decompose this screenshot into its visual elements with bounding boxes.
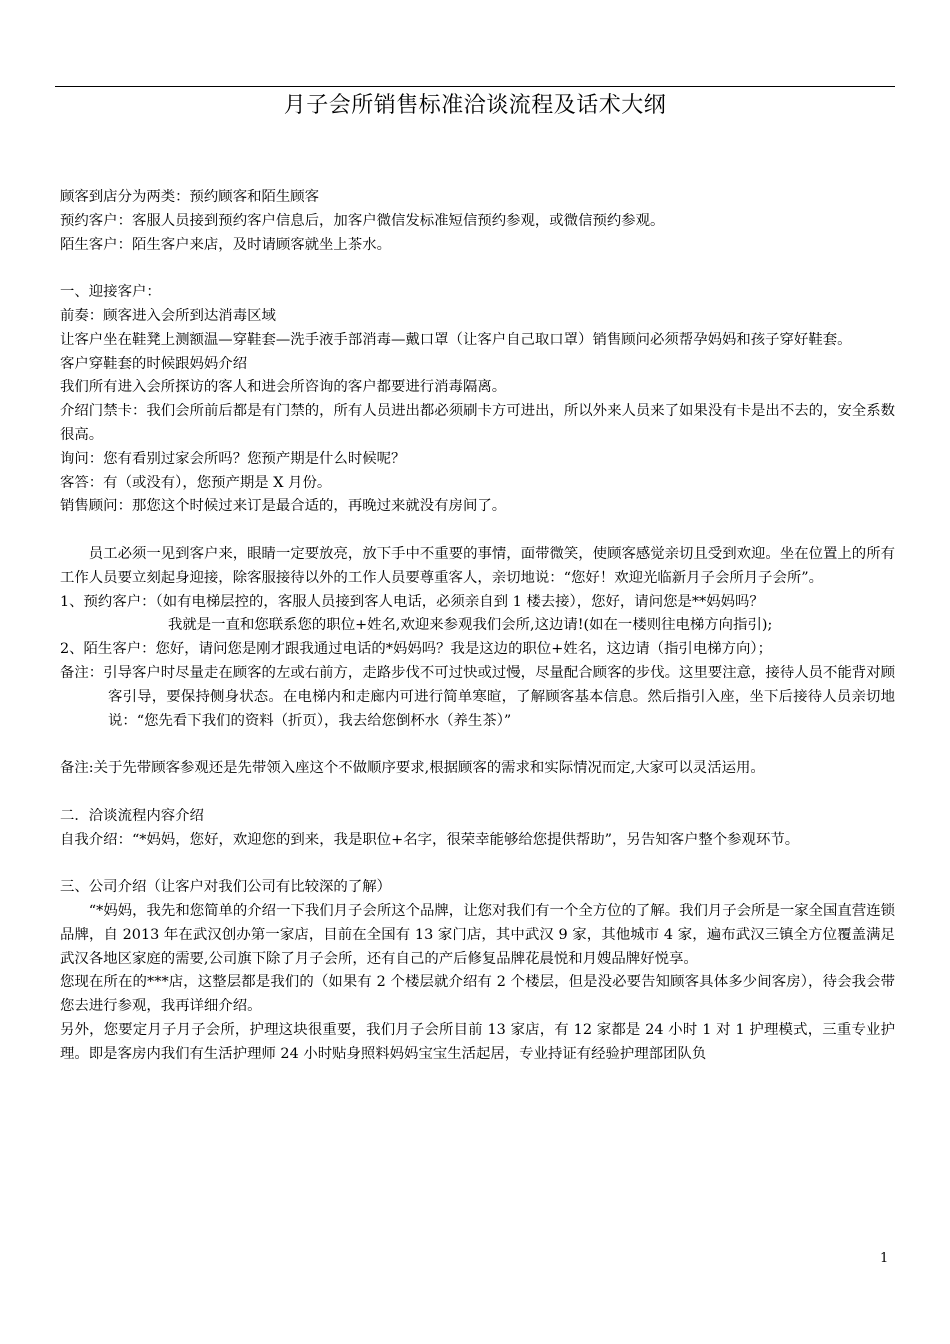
spacer xyxy=(60,733,895,757)
section2-heading: 二．洽谈流程内容介绍 xyxy=(60,807,204,824)
staff-paragraph: 员工必须一见到客户来，眼睛一定要放亮，放下手中不重要的事情，面带微笑，使顾客感觉亲切且受到欢迎。坐在位置上的所有工作人员要立刻起身迎接，除客服接待以外的工作人员要尊重客人，亲切地说：“您好！欢迎光临新月子会所月子会所”。 xyxy=(60,545,895,586)
care-intro-paragraph: 另外，您要定月子月子会所，护理这块很重要，我们月子会所目前 13 家店，有 12 家都是 24 小时 1 对 1 护理模式，三重专业护理。即是客房内我们有生活护理师 24 小时贴身照料妈妈宝宝生活起居，专业持证有经验护理部团队负 xyxy=(60,1021,895,1062)
document-title: 月子会所销售标准洽谈流程及话术大纲 xyxy=(283,93,667,118)
spacer xyxy=(60,257,895,281)
order-note: 备注:关于先带顾客参观还是先带领入座这个不做顺序要求,根据顾客的需求和实际情况而定,大家可以灵活运用。 xyxy=(60,760,765,777)
reserved-customer-subline: 我就是一直和您联系您的职位+姓名,欢迎来参观我们会所,这边请!(如在一楼则往电梯方向指引); xyxy=(168,617,773,634)
section1-line: 销售顾问：那您这个时候过来订是最合适的，再晚过来就没有房间了。 xyxy=(60,498,507,515)
reserved-customer-line: 1、预约客户：（如有电梯层控的，客服人员接到客人电话，必须亲自到 1 楼去接），您好，请问您是**妈妈吗？ xyxy=(60,593,764,610)
intro-line: 预约客户：客服人员接到预约客户信息后，加客户微信发标准短信预约参观，或微信预约参观。 xyxy=(60,212,665,229)
document-body xyxy=(60,186,895,1066)
self-intro: 自我介绍：“*妈妈，您好，欢迎您的到来，我是职位+名字，很荣幸能够给您提供帮助”，另告知客户整个参观环节。 xyxy=(60,831,800,848)
spacer xyxy=(60,519,895,543)
section1-line: 前奏：顾客进入会所到达消毒区域 xyxy=(60,307,276,324)
section1-line: 客答：有（或没有），您预产期是 X 月份。 xyxy=(60,474,332,491)
page-number: 1 xyxy=(880,1251,889,1266)
guide-note: 备注：引导客户时尽量走在顾客的左或右前方，走路步伐不可过快或过慢，尽量配合顾客的步伐。这里要注意，接待人员不能背对顾客引导，要保持侧身状态。在电梯内和走廊内可进行简单寒暄，了解顾客基本信息。然后指引入座，坐下后接待人员亲切地说：“您先看下我们的资料（折页），我去给您倒杯水（养生茶）” xyxy=(60,664,895,729)
spacer xyxy=(60,781,895,805)
intro-line: 陌生客户：陌生客户来店，及时请顾客就坐上茶水。 xyxy=(60,236,391,253)
section1-line: 介绍门禁卡：我们会所前后都是有门禁的，所有人员进出都必须刷卡方可进出，所以外来人员来了如果没有卡是出不去的，安全系数很高。 xyxy=(60,403,895,443)
intro-line: 顾客到店分为两类：预约顾客和陌生顾客 xyxy=(60,189,320,205)
walkin-customer-line: 2、陌生客户：您好，请问您是刚才跟我通过电话的*妈妈吗？我是这边的职位+姓名，这边请（指引电梯方向）； xyxy=(60,641,772,658)
header-rule xyxy=(55,86,895,87)
section1-line: 让客户坐在鞋凳上测额温—穿鞋套—洗手液手部消毒—戴口罩（让客户自己取口罩）销售顾问必须帮孕妈妈和孩子穿好鞋套。 xyxy=(60,331,852,348)
store-intro-paragraph: 您现在所在的***店，这整层都是我们的（如果有 2 个楼层就介绍有 2 个楼层，但是没必要告知顾客具体多少间客房），待会我会带您去进行参观，我再详细介绍。 xyxy=(60,974,895,1015)
section1-line: 我们所有进入会所探访的客人和进会所咨询的客户都要进行消毒隔离。 xyxy=(60,379,507,396)
section3-heading: 三、公司介绍（让客户对我们公司有比较深的了解） xyxy=(60,879,391,896)
section1-line: 询问：您有看别过家会所吗？您预产期是什么时候呢？ xyxy=(60,450,406,467)
section1-line: 客户穿鞋套的时候跟妈妈介绍 xyxy=(60,355,248,372)
spacer xyxy=(60,852,895,876)
company-intro-paragraph: “*妈妈，我先和您简单的介绍一下我们月子会所这个品牌，让您对我们有一个全方位的了解。我们月子会所是一家全国直营连锁品牌，自 2013 年在武汉创办第一家店，目前在全国有 13 家门店，其中武汉 9 家，其他城市 4 家，遍布武汉三镇全方位覆盖满足武汉各地区家庭的需要,公司旗下除了月子会所，还有自己的产后修复品牌花晨悦和月嫂品牌好悦享。 xyxy=(60,902,895,967)
section1-heading: 一、迎接客户： xyxy=(60,284,161,301)
